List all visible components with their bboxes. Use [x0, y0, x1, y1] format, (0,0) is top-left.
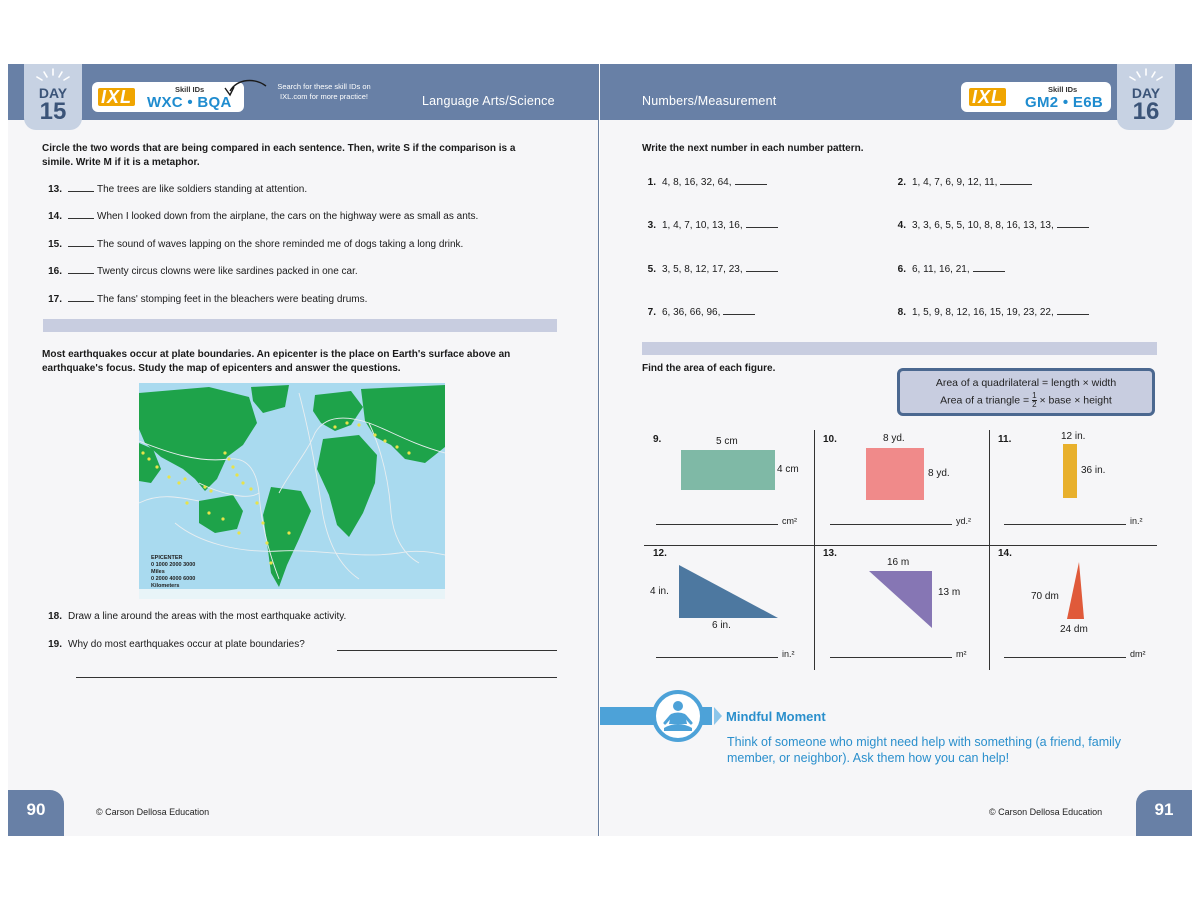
figure-dimension: 6 in.: [712, 620, 731, 631]
question-row: [42, 211, 478, 222]
pattern-row: [886, 220, 1089, 231]
day-number: 16: [1132, 98, 1160, 125]
page-number: 91: [1136, 790, 1192, 836]
answer-blank[interactable]: [723, 314, 755, 315]
triangle-figure: [1065, 561, 1085, 621]
one-half-fraction: $\frac{1}{2}$: [1032, 391, 1037, 409]
area-formula-box: [897, 368, 1155, 416]
pattern-number: 1.: [647, 177, 656, 188]
pattern-instructions: Write the next number in each number pattern.: [642, 143, 864, 154]
answer-unit: in.²: [1130, 516, 1143, 526]
science-intro: Most earthquakes occur at plate boundaries. An epicenter is the place on Earth's surface above an earthquake's focus. Study the map of epicenters and answer the questions.: [42, 349, 511, 374]
question-row: [42, 266, 358, 277]
figure-number: 12.: [653, 548, 667, 559]
figure-number: 14.: [998, 548, 1012, 559]
figure-dimension: 8 yd.: [928, 468, 950, 479]
pattern-text: 4, 8, 16, 32, 64,: [662, 177, 732, 188]
triangle-figure: [678, 564, 780, 620]
pattern-row: [636, 307, 755, 318]
area-instructions: Find the area of each figure.: [642, 363, 776, 374]
pattern-number: 2.: [897, 177, 906, 188]
answer-line[interactable]: [1004, 524, 1126, 525]
question-number: 13.: [48, 184, 62, 195]
grid-line: [644, 545, 1157, 546]
question-text: The fans' stomping feet in the bleachers were beating drums.: [97, 294, 368, 305]
question-number: 15.: [48, 239, 62, 250]
right-footer: [600, 790, 1192, 836]
figure-grid: [644, 430, 1157, 670]
figure-dimension: 5 cm: [716, 436, 738, 447]
answer-unit: dm²: [1130, 649, 1146, 659]
pattern-text: 6, 36, 66, 96,: [662, 307, 721, 318]
subject-title: Numbers/Measurement: [642, 94, 777, 108]
figure-dimension: 4 cm: [777, 464, 799, 475]
rectangle-figure: [681, 450, 775, 490]
day-label: DAY: [38, 85, 68, 101]
skill-ids: GM2 • E6B: [1025, 94, 1103, 111]
day-16-tab: [1117, 64, 1175, 130]
answer-blank[interactable]: [68, 246, 94, 247]
ixl-logo: IXL: [969, 88, 1006, 106]
question-text: Twenty circus clowns were like sardines packed in one car.: [97, 266, 358, 277]
figure-dimension: 24 dm: [1060, 624, 1088, 635]
figure-number: 11.: [998, 434, 1012, 445]
question-row: [42, 184, 307, 195]
pattern-number: 5.: [647, 264, 656, 275]
answer-line[interactable]: [1004, 657, 1126, 658]
question-number: 14.: [48, 211, 62, 222]
page-number: 90: [8, 790, 64, 836]
formula-triangle: [900, 392, 1152, 409]
triangle-figure: [868, 570, 934, 630]
pattern-row: [886, 307, 1089, 318]
question-number: 17.: [48, 294, 62, 305]
copyright: © Carson Dellosa Education: [989, 807, 1103, 817]
pattern-text: 1, 4, 7, 10, 13, 16,: [662, 220, 743, 231]
figure-dimension: 36 in.: [1081, 465, 1106, 476]
pattern-row: [886, 264, 1005, 275]
grid-line: [814, 430, 815, 670]
answer-line[interactable]: [76, 677, 557, 678]
figure-dimension: 16 m: [887, 557, 910, 568]
answer-unit: m²: [956, 649, 967, 659]
answer-line[interactable]: [656, 657, 778, 658]
answer-blank[interactable]: [1057, 227, 1089, 228]
legend-km-label: Kilometers: [151, 583, 180, 589]
figure-number: 9.: [653, 434, 662, 445]
section-divider: [642, 342, 1157, 355]
skill-ids-label: Skill IDs: [1048, 85, 1078, 94]
left-page: [8, 64, 599, 836]
instructions: Circle the two words that are being compared in each sentence. Then, write S if the comparison is a simile. Write M if it is a metaphor.: [42, 143, 516, 168]
pattern-number: 7.: [647, 307, 656, 318]
question-row: [42, 239, 463, 250]
skill-ids-label: Skill IDs: [175, 85, 205, 94]
chevron-right-icon: [714, 707, 722, 725]
legend-title: EPICENTER: [151, 555, 183, 561]
answer-blank[interactable]: [746, 271, 778, 272]
square-figure: [866, 448, 924, 500]
pattern-text: 1, 5, 9, 8, 12, 16, 15, 19, 23, 22,: [912, 307, 1054, 318]
figure-number: 13.: [823, 548, 837, 559]
mindful-title: Mindful Moment: [726, 709, 826, 724]
answer-line[interactable]: [337, 650, 557, 651]
answer-line[interactable]: [830, 524, 952, 525]
mindful-text: Think of someone who might need help with something (a friend, family member, or neighbor). Ask them how you can help!: [727, 735, 1121, 765]
figure-dimension: 13 m: [938, 587, 961, 598]
answer-blank[interactable]: [1000, 184, 1032, 185]
question-text: The sound of waves lapping on the shore reminded me of dogs taking a long drink.: [97, 239, 464, 250]
answer-line[interactable]: [830, 657, 952, 658]
rectangle-figure: [1063, 444, 1077, 498]
pattern-number: 6.: [897, 264, 906, 275]
answer-unit: cm²: [782, 516, 797, 526]
answer-blank[interactable]: [68, 301, 94, 302]
figure-dimension: 70 dm: [1031, 591, 1059, 602]
pattern-text: 3, 5, 8, 12, 17, 23,: [662, 264, 743, 275]
pattern-row: [636, 220, 778, 231]
legend-km-scale: 0 2000 4000 6000: [151, 576, 196, 582]
answer-blank[interactable]: [735, 184, 767, 185]
meditation-icon: [656, 694, 700, 738]
pattern-number: 8.: [897, 307, 906, 318]
answer-blank[interactable]: [68, 191, 94, 192]
map-legend: [151, 555, 195, 590]
answer-unit: yd.²: [956, 516, 972, 526]
answer-blank[interactable]: [973, 271, 1005, 272]
right-page: [600, 64, 1192, 836]
ixl-skill-box[interactable]: [961, 82, 1111, 112]
pattern-text: 1, 4, 7, 6, 9, 12, 11,: [912, 177, 998, 188]
answer-blank[interactable]: [68, 273, 94, 274]
question-text: The trees are like soldiers standing at attention.: [97, 184, 308, 195]
question-row: [42, 294, 367, 305]
section-divider: [43, 319, 557, 332]
search-note: Search for these skill IDs on IXL.com for more practice!: [277, 82, 371, 101]
copyright: © Carson Dellosa Education: [96, 807, 210, 817]
question-number: 19.: [48, 639, 62, 650]
sun-rays-icon: [33, 66, 73, 86]
day-number: 15: [39, 98, 67, 125]
figure-number: 10.: [823, 434, 837, 445]
question-text: Draw a line around the areas with the most earthquake activity.: [68, 611, 347, 622]
epicenter-map: [139, 383, 445, 599]
pattern-number: 4.: [897, 220, 906, 231]
formula-triangle-prefix: Area of a triangle =: [940, 394, 1030, 407]
question-number: 18.: [48, 611, 62, 622]
ixl-logo: IXL: [98, 88, 135, 106]
mindful-circle: [652, 690, 704, 742]
question-row: [42, 611, 346, 622]
day-15-tab: [24, 64, 82, 130]
left-footer: [8, 790, 598, 836]
pattern-text: 6, 11, 16, 21,: [912, 264, 970, 275]
figure-dimension: 8 yd.: [883, 433, 905, 444]
answer-unit: in.²: [782, 649, 795, 659]
formula-triangle-suffix: × base × height: [1039, 394, 1112, 407]
pattern-text: 3, 3, 6, 5, 5, 10, 8, 8, 16, 13, 13,: [912, 220, 1054, 231]
legend-miles-label: Miles: [151, 569, 165, 575]
question-text: Why do most earthquakes occur at plate boundaries?: [68, 639, 305, 650]
pattern-row: [636, 264, 778, 275]
sun-rays-icon: [1126, 66, 1166, 86]
curved-arrow-icon: [220, 78, 270, 100]
pattern-row: [636, 177, 767, 188]
formula-quadrilateral: Area of a quadrilateral = length × width: [935, 377, 1117, 389]
question-text: When I looked down from the airplane, the cars on the highway were as small as ants.: [97, 211, 479, 222]
chevron-right-icon: [704, 707, 712, 725]
answer-blank[interactable]: [1057, 314, 1089, 315]
pattern-row: [886, 177, 1032, 188]
grid-line: [989, 430, 990, 670]
day-label: DAY: [1131, 85, 1161, 101]
answer-line[interactable]: [656, 524, 778, 525]
skill-ids: WXC • BQA: [147, 94, 232, 111]
legend-miles-scale: 0 1000 2000 3000: [151, 562, 196, 568]
question-number: 16.: [48, 266, 62, 277]
answer-blank[interactable]: [68, 218, 94, 219]
answer-blank[interactable]: [746, 227, 778, 228]
subject-title: Language Arts/Science: [422, 94, 555, 108]
figure-dimension: 4 in.: [650, 586, 669, 597]
question-row: [42, 639, 305, 650]
figure-dimension: 12 in.: [1061, 431, 1086, 442]
pattern-number: 3.: [647, 220, 656, 231]
